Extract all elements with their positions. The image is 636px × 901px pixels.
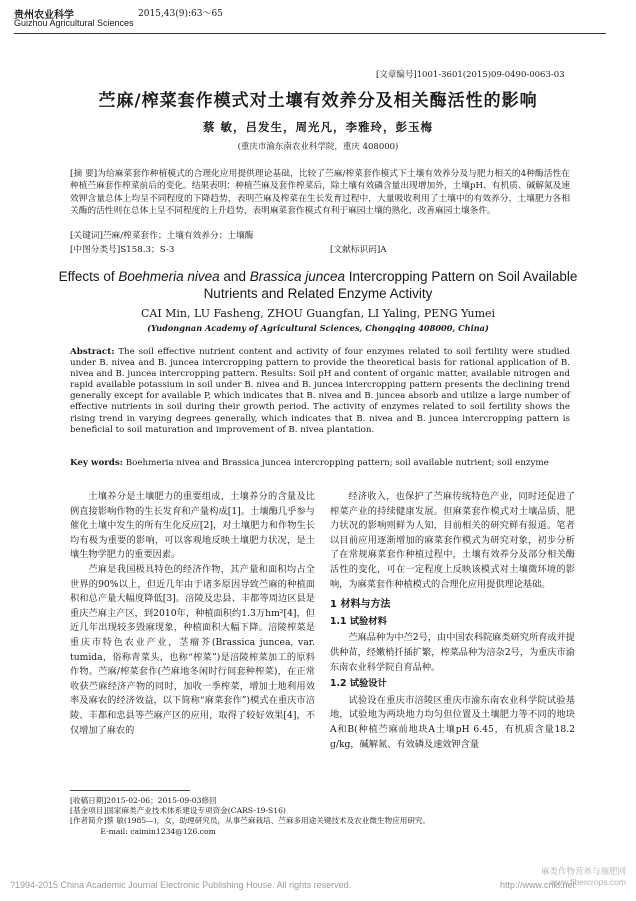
author-bio: [作者简介]蔡 敏(1985—)，女，助理研究员，从事苎麻栽培、苎麻多用途关键技术及农业微生物应用研究。 (70, 816, 431, 826)
abstract-en-label: Abstract: (70, 347, 115, 357)
journal-volume: 2015,43(9):63～65 (138, 9, 223, 19)
article-number: [文章编号]1001-3601(2015)09-0490-0063-03 (376, 70, 565, 80)
classification-row (70, 243, 570, 255)
body-column-left (70, 490, 315, 738)
abstract-cn: [摘 要]为给麻菜套作种植模式的合理化应用提供理论基础，比较了苎麻/榨菜套作模式下土壤有效养分及与肥力相关的4种酶活性在种植苎麻套作榨菜前后的变化。结果表明：种植苎麻及套作榨菜后，除土壤有效磷含量出现增加外，土壤pH、有机质、碱解氮及速效钾含量总体上均呈不同程度的下降趋势，表明苎麻及榨菜在生长发育过程中，大量吸收利用了土壤中的有效养分，土壤肥力各相关酶的活性则在总体上呈不同程度的上升趋势，表明麻菜套作模式有利于麻园土壤的熟化，改善麻园土壤条件。 (70, 169, 570, 216)
fund-info: [基金项目]国家麻类产业技术体系建设专项资金(CARS-19-S16) (70, 806, 286, 816)
body-paragraph: 试验设在重庆市涪陵区重庆市渝东南农业科学院试验基地，试验地为两块地力均匀但位置及土壤肥力等不同的地块A和B(种植苎麻前地块A土壤pH 6.45，有机质含量18.2 g/kg，碱解氮、有效磷及速效钾含量 (330, 694, 575, 750)
subsection-heading: 1.1 试验材料 (330, 615, 387, 627)
journal-name-cn: 贵州农业科学 (14, 10, 74, 21)
paper-title-en: Effects of Boehmeria nivea and Brassica juncea Intercropping Pattern on Soil Available Nutrients and Related Enzyme Activity (58, 269, 578, 301)
subsection-heading: 1.2 试验设计 (330, 678, 387, 690)
body-paragraph: 苎麻是我国极具特色的经济作物，其产量和面积均占全世界的90%以上，但近几年由于诸多原因导致苎麻的种植面积和总产量大幅度降低[3]。涪陵及忠县、丰都等周边区县是重庆苎麻主产区，到2010年，种植面积约1.3万hm²[4]，但近几年出现较多毁麻现象，种植面积大幅下降。涪陵榨菜是重庆市特色农业产业，茎瘤芥(Brassica juncea, var. tumida，俗称青菜头，也称“榨菜”)是涪陵榨菜加工的原料作物。苎麻/榨菜套作(苎麻地冬闲时行间套种榨菜)，在正常收获苎麻经济产物的同时，加收一季榨菜，增加土地利用效率及麻农的经济效益，以下简称“麻菜套作”)模式在重庆市涪陵、丰都和忠县等苎麻产区的应用，取得了较好效果[4]，不仅增加了麻农的 (70, 563, 315, 736)
abstract-en (70, 347, 570, 436)
watermark: 麻类作物营养与施肥网 www.fibercrops.com (540, 866, 626, 887)
affiliation-en: (Yudongnan Academy of Agricultural Sciences, Chongqing 408000, China) (147, 323, 489, 333)
affiliation-cn: (重庆市渝东南农业科学院，重庆 408000) (237, 142, 399, 152)
species-name: Boehmeria nivea (118, 269, 220, 284)
body-column-right (330, 490, 575, 752)
abstract-en-text: The soil effective nutrient content and activity of four enzymes related to soil fertility were studied under B. nivea and B. juncea intercropping pattern to provide the theoretical basis for rational application of B. nivea and B. juncea intercropping pattern. Results: Soil pH and content of organic matter, available nitrogen and rapid available potassium in soil under B. nivea and B. juncea intercropping pattern presents the declining trend generally except for available P, which indicates that B. nivea and B. juncea absorb and utilize a large number of effective nutrients in soil during their growth period. The activity of enzymes related to soil fertility shows the rising trend in varying degrees generally, which indicates that B. nivea and B. juncea intercropping pattern is beneficial to soil maturation and improvement of B. nivea plantation. (70, 347, 570, 435)
header-rule (14, 33, 606, 34)
received-date: [收稿日期]2015-02-06；2015-09-03修回 (70, 796, 217, 805)
body-paragraph: 经济收入，也保护了苎麻传统特色产业，同时还促进了榨菜产业的持续健康发展。但麻菜套作模式对土壤品质、肥力状况的影响则鲜为人知，目前相关的研究鲜有报道。笔者以目前应用逐渐增加的麻菜套作模式为研究对象，初步分析了在常规麻菜套作种植过程中，土壤有效养分及部分相关酶活性的变化，可在一定程度上反映该模式对土壤微环境的影响，为麻菜套作种植模式的合理化应用提供理论基础。 (330, 491, 575, 590)
copyright-text: ?1994-2015 China Academic Journal Electronic Publishing House. All rights reserved. (10, 880, 352, 890)
body-paragraph: 土壤养分是土壤肥力的重要组成，土壤养分的含量及比例直接影响作物的生长发育和产量构成[1]。土壤酶几乎参与催化土壤中发生的所有生化反应[2]，对土壤肥力和作物生长均有极为重要的影响，可以客观地反映土壤肥力状况，是土壤生物学肥力的重要因素。 (70, 491, 315, 561)
author-email: E-mail: caimin1234@126.com (100, 826, 216, 836)
authors-cn: 蔡 敏，吕发生，周光凡，李雅玲，彭玉梅 (202, 120, 433, 134)
authors-en: CAI Min, LU Fasheng, ZHOU Guangfan, LI Yaling, PENG Yumei (140, 307, 496, 320)
species-name: Brassica juncea (249, 269, 346, 284)
paper-title-cn: 苎麻/榨菜套作模式对土壤有效养分及相关酶活性的影响 (98, 91, 538, 111)
footer-url: http://www.cnki.net (500, 880, 576, 890)
clc-number: [中图分类号]S158.3；S-3 (70, 245, 175, 255)
keywords-en-label: Key words: (70, 458, 123, 468)
page-footer (10, 880, 626, 890)
keywords-en-text: Boehmeria nivea and Brassica juncea intercropping pattern; soil available nutrient; soil enzyme (125, 458, 549, 468)
section-heading: 1 材料与方法 (330, 599, 391, 611)
footnote-rule (70, 790, 190, 791)
keywords-cn: [关键词]苎麻/榨菜套作；土壤有效养分；土壤酶 (70, 231, 254, 241)
footnote (70, 796, 570, 837)
document-code: [文献标识码]A (330, 245, 387, 255)
body-paragraph: 苎麻品种为中苎2号，由中国农科院麻类研究所育成并提供种苗，经嫩梢扦插扩繁，榨菜品种为涪杂2号，为重庆市渝东南农业科学院自育品种。 (330, 632, 575, 673)
keywords-en (70, 458, 570, 469)
journal-name-en: Guizhou Agricultural Sciences (14, 18, 134, 28)
